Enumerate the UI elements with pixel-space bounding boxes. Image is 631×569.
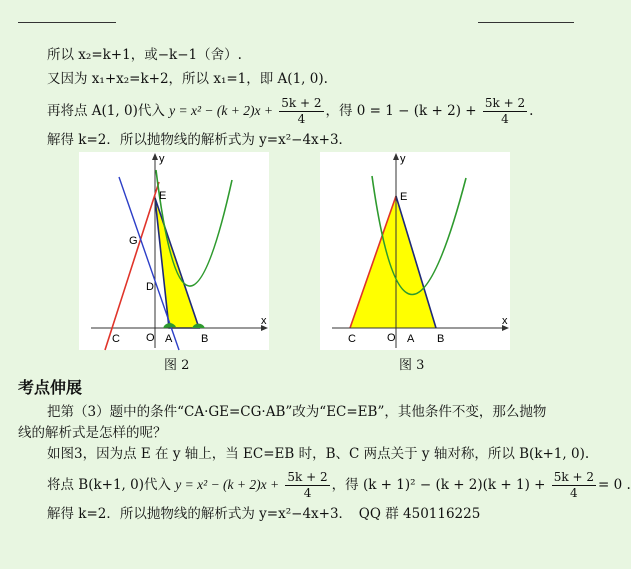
fig2-label-b: B xyxy=(201,333,209,345)
line3-mid: ，得 0 = 1 − (k + 2) + xyxy=(325,103,477,119)
fraction-denominator: 4 xyxy=(297,112,306,126)
text-line-4: 解得 k=2．所以抛物线的解析式为 y=x²−4x+3． xyxy=(47,132,353,148)
para4-eq: y = x² − (k + 2)x + xyxy=(175,477,280,492)
text-line-3 xyxy=(47,96,533,127)
fig2-label-c: C xyxy=(112,333,120,345)
section-para-2: 线的解析式是怎样的呢？ xyxy=(18,425,167,441)
fig3-label-o: O xyxy=(387,332,396,344)
fig2-label-y: y xyxy=(159,153,165,165)
fig3-label-x: x xyxy=(502,315,508,327)
fig2-label-x: x xyxy=(261,315,267,327)
para4-prefix: 将点 B(k+1, 0)代入 xyxy=(47,477,171,493)
fig3-label-y: y xyxy=(400,153,406,165)
para4-mid: ，得 (k + 1)² − (k + 2)(k + 1) + xyxy=(331,477,546,493)
line3-fraction-2 xyxy=(483,96,527,127)
fig2-label-e: E xyxy=(159,190,167,202)
figure-2 xyxy=(79,152,269,350)
fig2-label-a: A xyxy=(165,333,173,345)
fraction-numerator: 5k + 2 xyxy=(281,96,322,110)
line3-eq: y = x² − (k + 2)x + xyxy=(169,103,273,118)
fraction-numerator: 5k + 2 xyxy=(553,470,594,484)
section-para-4 xyxy=(47,470,631,501)
fig3-label-c: C xyxy=(348,333,356,345)
text-line-2: 又因为 x₁+x₂=k+2，所以 x₁=1，即 A(1, 0). xyxy=(47,71,328,87)
fraction-denominator: 4 xyxy=(303,486,312,500)
fig2-label-o: O xyxy=(146,332,155,344)
fraction-denominator: 4 xyxy=(570,486,578,500)
para4-fraction-2 xyxy=(552,470,596,501)
header-rule-right xyxy=(478,22,574,23)
fig2-label-d: D xyxy=(146,281,154,293)
section-para-3: 如图3，因为点 E 在 y 轴上，当 EC=EB 时，B、C 两点关于 y 轴对称，所以 B(k+1, 0). xyxy=(47,446,590,462)
text-line-1: 所以 x₂=k+1，或−k−1（舍）. xyxy=(47,47,242,63)
section-para-5: 解得 k=2．所以抛物线的解析式为 y=x²−4x+3． QQ 群 450116225 xyxy=(47,506,481,522)
fig2-label-g: G xyxy=(129,235,138,247)
para4-fraction xyxy=(285,470,329,501)
fig3-label-e: E xyxy=(400,191,408,203)
figure-3-caption: 图 3 xyxy=(399,358,425,373)
line3-end: . xyxy=(529,103,534,119)
para4-end: = 0 . xyxy=(597,477,631,493)
fig3-label-b: B xyxy=(437,333,445,345)
fig3-label-a: A xyxy=(407,333,415,345)
figure-2-caption: 图 2 xyxy=(164,358,190,373)
fraction-numerator: 5k + 2 xyxy=(484,96,526,110)
header-rule-left xyxy=(18,22,116,23)
fraction-numerator: 5k + 2 xyxy=(287,470,328,484)
line3-fraction xyxy=(279,96,323,127)
section-para-1: 把第（3）题中的条件“CA·GE=CG·AB”改为“EC=EB”，其他条件不变，那么抛物 xyxy=(47,404,547,420)
fraction-denominator: 4 xyxy=(501,112,509,126)
section-heading: 考点伸展 xyxy=(18,378,83,397)
figure-3 xyxy=(320,152,510,350)
line3-prefix: 再将点 A(1, 0)代入 xyxy=(47,103,165,119)
